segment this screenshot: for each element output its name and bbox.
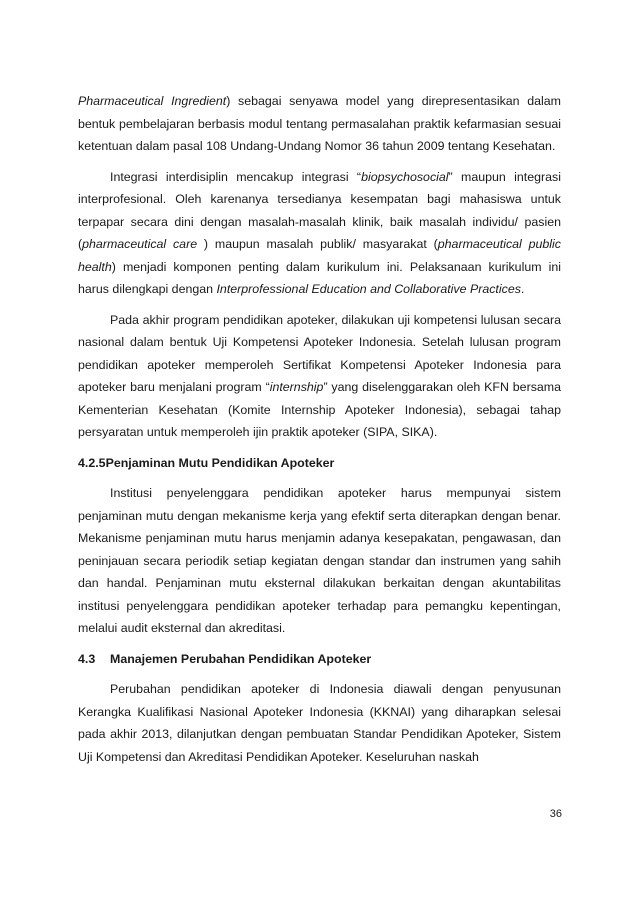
paragraph-3 [78,309,561,444]
text-italic: Pharmaceutical Ingredient [78,94,227,108]
section-number: 4.2.5 [78,455,106,470]
text-italic: biopsychosocial [361,169,449,184]
text-run: ) maupun masalah publik/ masyarakat ( [197,237,438,251]
section-heading-4-3 [78,648,561,671]
text-run: ) menjadi komponen penting dalam kurikulum ini. Pelaksanaan kurikulum ini harus dilengkapi dengan [78,259,561,296]
text-run: ) sebagai senyawa model yang direpresentasikan dalam bentuk pembelajaran berbasis modul tentang permasalahan praktik kefarmasian sesuai ketentuan dalam pasal 108 Undang-Undang Nomor 36 tahun 2009 tentang Kesehatan. [78,94,562,153]
section-heading-4-2-5 [78,452,561,475]
text-run: Pada akhir program pendidikan apoteker, dilakukan uji kompetensi lulusan secara nasional dalam bentuk Uji Kompetensi Apoteker Indonesia. Setelah lulusan program pendidikan apoteker memperoleh Sertifikat Kompetensi Apoteker Indonesia para apoteker baru menjalani program “ [78,312,561,394]
section-title: Penjaminan Mutu Pendidikan Apoteker [105,455,335,470]
paragraph-4: Institusi penyelenggara pendidikan apoteker harus mempunyai sistem penjaminan mutu dengan mekanisme kerja yang efektif serta diterapkan dengan benar. Mekanisme penjaminan mutu harus menjamin adanya kesepakatan, pengawasan, dan peninjauan secara periodik setiap kegiatan dengan standar dan instrumen yang sahih dan handal. Penjaminan mutu eksternal dilakukan berkaitan dengan akuntabilitas institusi penyelenggara pendidikan apoteker terhadap para pemangku kepentingan, melalui audit eksternal dan akreditasi. [78,486,561,635]
section-number: 4.3 [78,651,96,666]
paragraph-1 [78,90,561,158]
paragraph-2 [78,166,561,301]
paragraph-5: Perubahan pendidikan apoteker di Indonesia diawali dengan penyusunan Kerangka Kualifikasi Nasional Apoteker Indonesia (KKNAI) yang diharapkan selesai pada akhir 2013, dilanjutkan dengan pembuatan Standar Pendidikan Apoteker, Sistem Uji Kompetensi dan Akreditasi Pendidikan Apoteker. Keseluruhan naskah [78,682,561,764]
text-run: ” maupun integrasi interprofesional. Oleh karenanya tersedianya kesempatan bagi mahasiswa untuk terpapar secara dini dengan masalah-masalah klinik, baik masalah individu/ pasien ( [78,169,561,251]
page-number: 36 [549,808,562,820]
body-text [78,90,561,768]
text-run: ” yang diselenggarakan oleh KFN bersama Kementerian Kesehatan (Komite Internship Apoteker Indonesia), sebagai tahap persyaratan untuk memperoleh ijin praktik apoteker (SIPA, SIKA). [78,380,561,439]
text-italic: Interprofessional Education and Collaborative Practices [216,282,521,296]
text-italic: internship [269,380,324,394]
text-run: . [520,282,525,296]
text-italic: pharmaceutical public health [78,237,561,274]
text-italic: pharmaceutical care [82,237,198,251]
section-title: Manajemen Perubahan Pendidikan Apoteker [110,651,372,666]
text-run: Integrasi interdisiplin mencakup integrasi “ [110,169,362,184]
